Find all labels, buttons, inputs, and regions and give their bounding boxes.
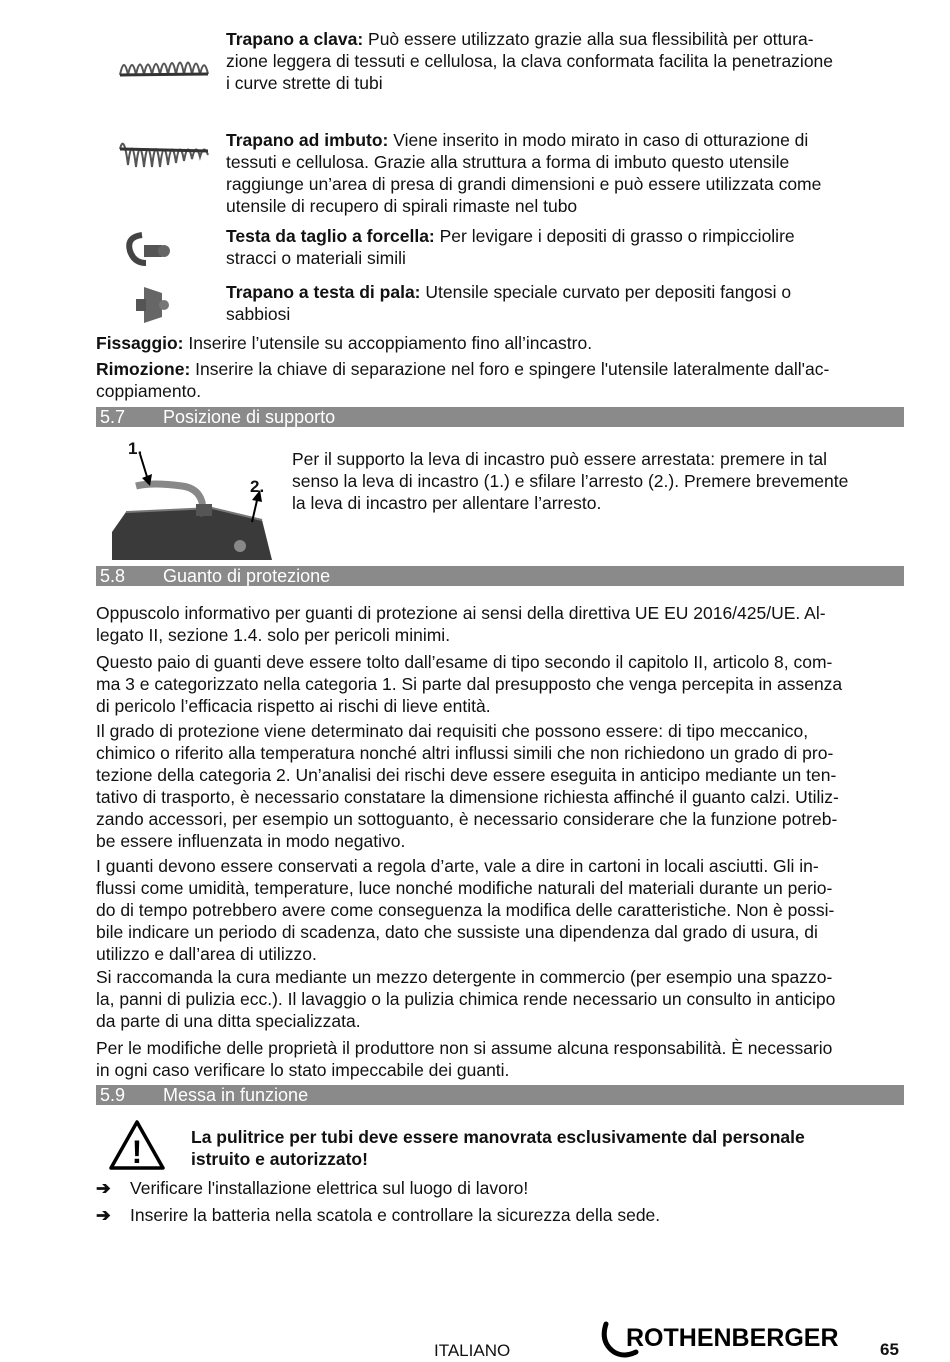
funnel-drill-icon (106, 129, 216, 179)
spade-drill-icon (106, 281, 216, 331)
section-number: 5.7 (100, 407, 126, 427)
callout-label-2: 2. (250, 477, 265, 496)
removal-instruction: Rimozione: Inserire la chiave di separazione nel foro e spingere l'utensile lateralmente dall'ac- coppiamento. (96, 359, 830, 401)
section-title: Guanto di protezione (163, 566, 331, 586)
callout-label-1: 1. (128, 439, 143, 458)
warning-triangle-icon (108, 1119, 166, 1171)
club-drill-icon (106, 30, 216, 80)
step-text: Inserire la batteria nella scatola e controllare la sicurezza della sede. (130, 1205, 661, 1225)
tool-description: Testa da taglio a forcella: Per levigare i depositi di grasso o rimpicciolire stracci o materiali simili (226, 226, 795, 268)
support-lever-photo (112, 436, 274, 560)
tool-description: Trapano a clava: Può essere utilizzato grazie alla sua flessibilità per ottura- zione leggera di tessuti e cellulosa, la clava conformata facilita la penetrazione i curve strette di tubi (226, 29, 834, 93)
fixing-instruction: Fissaggio: Inserire l’utensile su accoppiamento fino all’incastro. (96, 333, 593, 353)
glove-paragraph: Oppuscolo informativo per guanti di protezione ai sensi della direttiva UE EU 2016/425/UE. Al- legato II, sezione 1.4. solo per pericoli minimi. (96, 603, 826, 645)
section-heading-5-7 (96, 407, 904, 427)
glove-paragraph: I guanti devono essere conservati a regola d’arte, vale a dire in cartoni in locali asciutti. Gli in- flussi come umidità, temperature, luce nonché modifiche naturali del materiali durante un perio- do di tempo potrebbero avere come conseguenza la modifica delle caratteristiche. Non è possi- bile indicare un periodo di scadenza, dato che sussiste una dipendenza dal grado di usura, di utilizzo e dall’area di utilizzo. (96, 856, 835, 964)
section-title: Posizione di supporto (163, 407, 336, 427)
support-text: Per il supporto la leva di incastro può essere arrestata: premere in tal senso la leva di incastro (1.) e sfilare l’arresto (2.). Premere brevemente la leva di incastro per allentare l’arresto. (292, 449, 849, 513)
footer-language: ITALIANO (434, 1341, 511, 1360)
section-heading-5-9 (96, 1085, 904, 1105)
fork-cutter-icon (106, 225, 216, 275)
page-number: 65 (880, 1340, 899, 1359)
warning-exclamation: ! (131, 1134, 143, 1170)
glove-paragraph: Il grado di protezione viene determinato dai requisiti che possono essere: di tipo meccanico, chimico o riferito alla temperatura nonché altri influssi simili che non richiedono un grado di pro- tezione della categoria 2. Un’analisi dei rischi deve essere eseguita in anticipo mediante un ten- tativo di trasporto, è necessario constatare la dimensione richiesta affinché il guanto calzi. Utiliz- zando accessori, per esempio un sottoguanto, è necessario considerare che la funzione potreb- be essere influenzata in modo negativo. (96, 721, 839, 851)
glove-paragraph: Si raccomanda la cura mediante un mezzo detergente in commercio (per esempio una spazzo- la, panni di pulizia ecc.). Il lavaggio o la pulizia chimica rende necessario un consulto in anticipo da parte di una ditta specializzata. (96, 967, 836, 1031)
rothenberger-logo (596, 1316, 856, 1362)
arrow-right-icon: ➔ (96, 1205, 111, 1225)
warning-text: La pulitrice per tubi deve essere manovrata esclusivamente dal personale istruito e autorizzato! (191, 1127, 805, 1169)
tool-description: Trapano a testa di pala: Utensile speciale curvato per depositi fangosi o sabbiosi (226, 282, 792, 324)
logo-wordmark: ROTHENBERGER (626, 1324, 839, 1352)
section-number: 5.8 (100, 566, 126, 586)
section-number: 5.9 (100, 1085, 126, 1105)
section-title: Messa in funzione (163, 1085, 309, 1105)
glove-paragraph: Per le modifiche delle proprietà il produttore non si assume alcuna responsabilità. È necessario in ogni caso verificare lo stato impeccabile dei guanti. (96, 1038, 833, 1080)
step-text: Verificare l'installazione elettrica sul luogo di lavoro! (130, 1178, 529, 1198)
glove-paragraph: Questo paio di guanti deve essere tolto dall’esame di tipo secondo il capitolo II, articolo 8, com- ma 3 e categorizzato nella categoria 1. Si parte dal presupposto che venga percepita in assenza di pericolo l’efficacia rispetto ai rischi di lieve entità. (96, 652, 843, 716)
section-heading-5-8 (96, 566, 904, 586)
tool-description: Trapano ad imbuto: Viene inserito in modo mirato in caso di otturazione di tessuti e cellulosa. Grazie alla struttura a forma di imbuto questo utensile raggiunge un’area di presa di grandi dimensioni e può essere utilizzata come utensile di recupero di spirali rimaste nel tubo (226, 130, 822, 216)
arrow-right-icon: ➔ (96, 1178, 111, 1198)
